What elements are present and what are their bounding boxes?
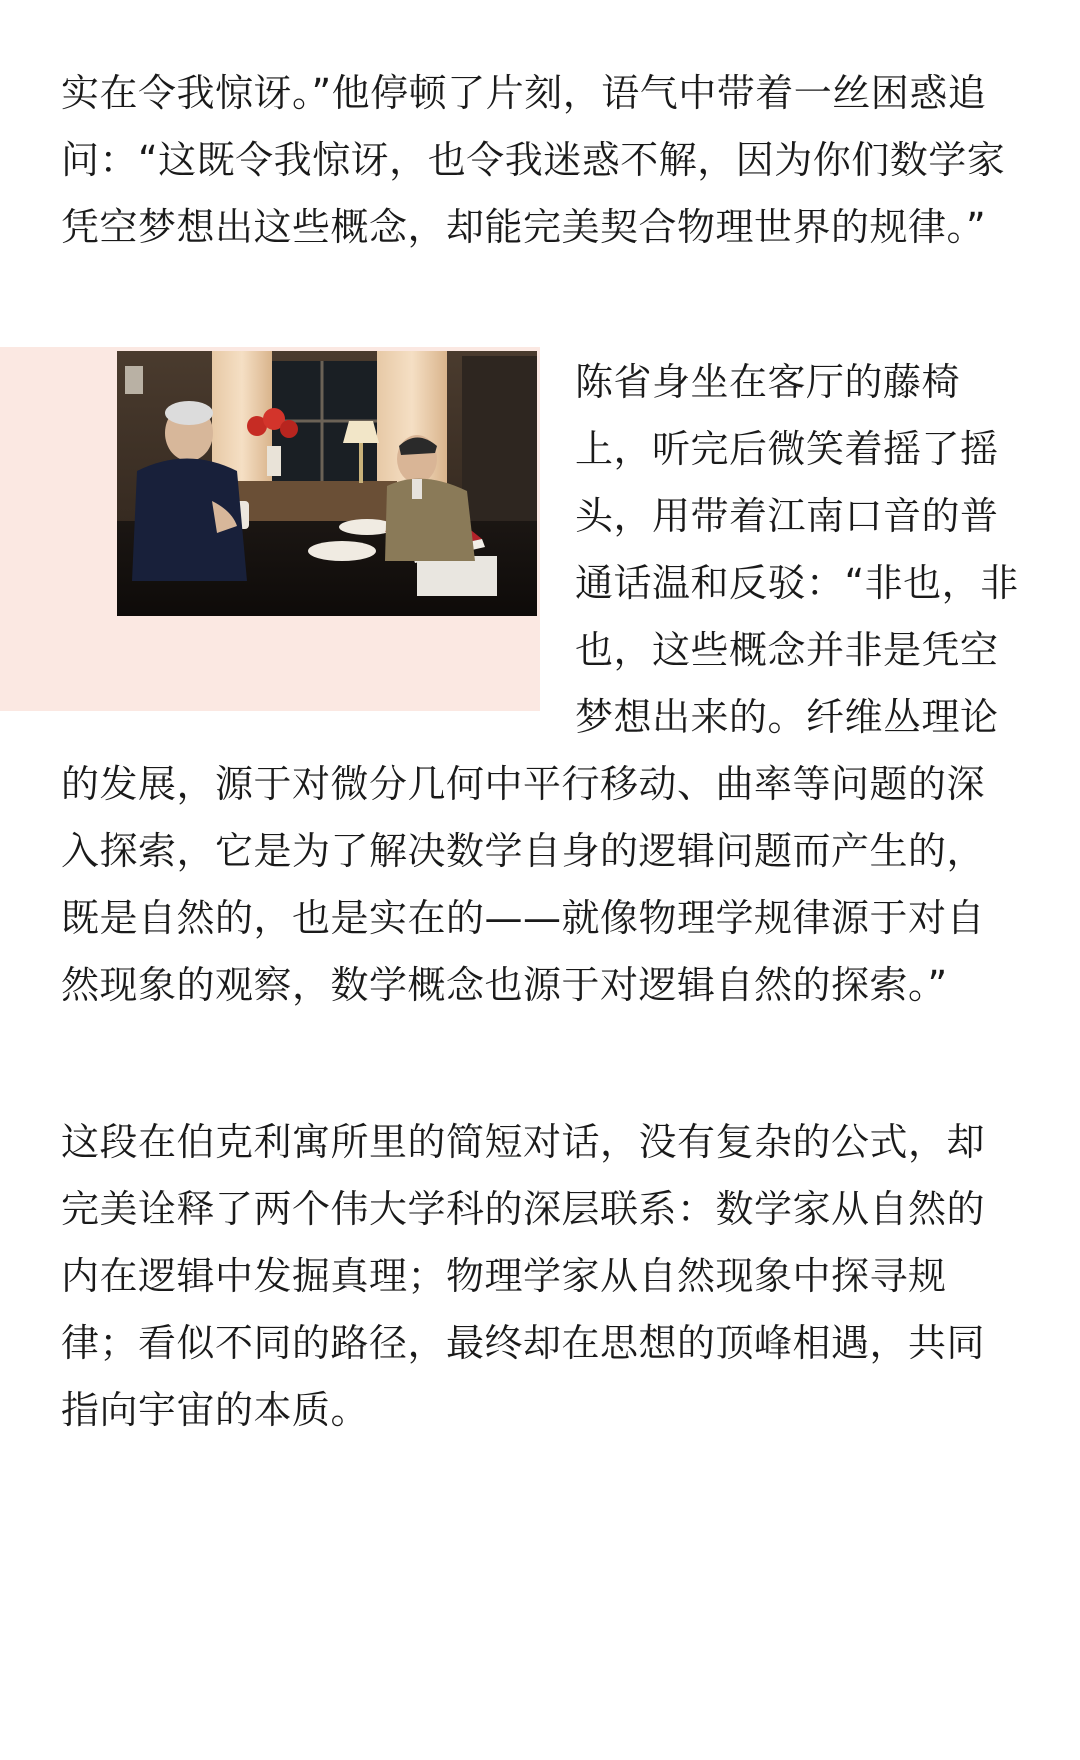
text-line: 陈省身坐在客厅的藤椅	[575, 360, 961, 404]
text-line: 上，听完后微笑着摇了摇	[575, 427, 999, 471]
text-line: 通话温和反驳：“非也，非	[575, 561, 1019, 605]
text-line: 问：“这既令我惊讶，也令我迷惑不解，因为你们数学家	[61, 138, 1006, 182]
text-line: 内在逻辑中发掘真理；物理学家从自然现象中探寻规	[61, 1254, 947, 1298]
text-line: 头，用带着江南口音的普	[575, 494, 999, 538]
text-line: 律；看似不同的路径，最终却在思想的顶峰相遇，共同	[61, 1321, 986, 1365]
text-line: 实在令我惊讶。”他停顿了片刻，语气中带着一丝困惑追	[61, 71, 987, 115]
text-line: 指向宇宙的本质。	[61, 1388, 370, 1432]
text-line: 也，这些概念并非是凭空	[575, 628, 999, 672]
text-line: 这段在伯克利寓所里的简短对话，没有复杂的公式，却	[61, 1120, 986, 1164]
photo-illustration	[117, 351, 537, 616]
text-line: 然现象的观察，数学概念也源于对逻辑自然的探索。”	[61, 963, 948, 1007]
text-line: 既是自然的，也是实在的——就像物理学规律源于对自	[61, 896, 986, 940]
text-line: 凭空梦想出这些概念，却能完美契合物理世界的规律。”	[61, 205, 987, 249]
photo-conversation-livingroom	[117, 351, 537, 616]
text-line: 完美诠释了两个伟大学科的深层联系：数学家从自然的	[61, 1187, 986, 1231]
text-line: 的发展，源于对微分几何中平行移动、曲率等问题的深	[61, 762, 986, 806]
text-line: 入探索，它是为了解决数学自身的逻辑问题而产生的，	[61, 829, 986, 873]
text-line: 梦想出来的。纤维丛理论	[575, 695, 999, 739]
